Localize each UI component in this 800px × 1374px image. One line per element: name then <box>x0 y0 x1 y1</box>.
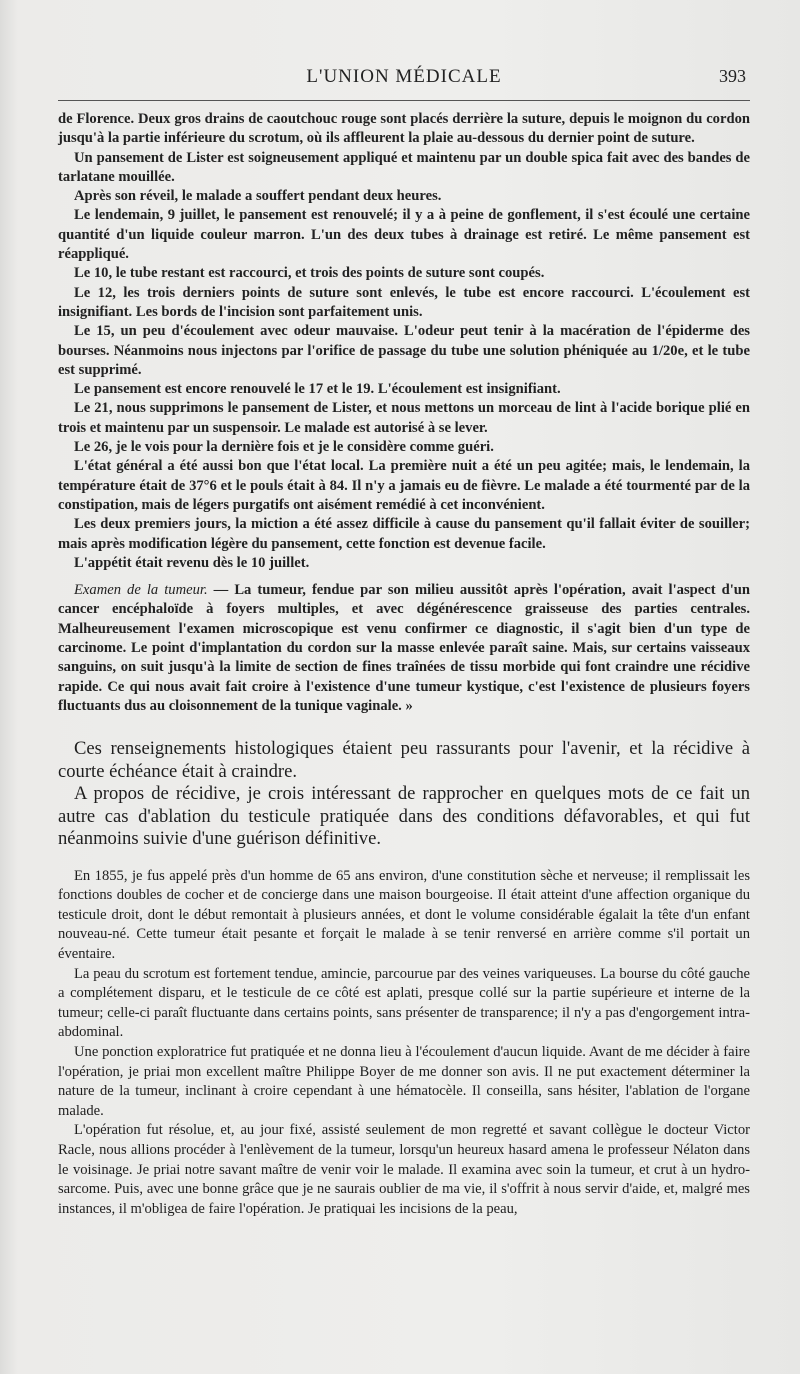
tumor-exam-heading: Examen de la tumeur. <box>74 582 208 599</box>
paragraph: L'état général a été aussi bon que l'état local. La première nuit a été un peu agitée; mais, le lendemain, la température était de 37°6 et le pouls était à 84. Il n'y a jamais eu de fièvre. Le malade a été tourmenté par de la constipation, mais de légers purgatifs ont aisément remédié à cet inconvénient. <box>58 458 750 513</box>
paragraph: de Florence. Deux gros drains de caoutchouc rouge sont placés derrière la suture, depuis le moignon du cordon jusqu'à la partie inférieure du scrotum, où ils affleurent la plaie au-dessous du dernier point de suture. <box>58 111 750 147</box>
paragraph: Le 26, je le vois pour la dernière fois et je le considère comme guéri. <box>74 439 494 456</box>
paragraph: L'appétit était revenu dès le 10 juillet. <box>74 554 310 571</box>
paragraph: Les deux premiers jours, la miction a été assez difficile à cause du pansement qu'il fallait éviter de souiller; mais après modification légère du pansement, cette fonction est devenue facile. <box>58 516 750 552</box>
paragraph: Ces renseignements histologiques étaient peu rassurants pour l'avenir, et la récidive à courte échéance était à craindre. <box>58 738 750 782</box>
running-header <box>58 60 750 94</box>
paragraph: Une ponction exploratrice fut pratiquée et ne donna lieu à l'écoulement d'aucun liquide. Avant de me décider à faire l'opération, je priai mon excellent maître Philippe Boyer de me donner son avis. Il ne put exactement déterminer la nature de la tumeur, inclinant à croire cependant à une hématocèle. Il conseilla, sans hésiter, l'ablation de l'organe malade. <box>58 1044 750 1119</box>
page-number: 393 <box>719 66 746 86</box>
paragraph: L'opération fut résolue, et, au jour fixé, assisté seulement de mon regretté et savant collègue le docteur Victor Racle, nous allions procéder à l'enlèvement de la tumeur, lorsqu'un heureux hasard amena le professeur Nélaton dans le voisinage. Je priai notre savant maître de venir voir le malade. Il examina avec soin la tumeur, et crut à un hydro-sarcome. Puis, avec une bonne grâce que je ne saurais oublier de ma vie, il s'offrit à nous servir d'aide, et, malgré mes instances, il m'obligea de faire l'opération. Je pratiquai les incisions de la peau, <box>58 1122 750 1217</box>
paragraph: En 1855, je fus appelé près d'un homme de 65 ans environ, d'une constitution sèche et nerveuse; il remplissait les fonctions doubles de cocher et de concierge dans une maison bourgeoise. Il était atteint d'une affection organique du testicule droit, dont le début remontait à plusieurs années, et dont le volume considérable égalait la tête d'un enfant nouveau-né. Cette tumeur était pesante et forçait le malade à se tenir renversé en arrière comme s'il portait un éventaire. <box>58 867 750 963</box>
tumor-exam-paragraph <box>58 581 750 716</box>
paragraph: La peau du scrotum est fortement tendue, amincie, parcourue par des veines variqueuses. La bourse du côté gauche a complétement disparu, et le testicule de ce côté est aplati, presque collé sur la partie supérieure et interne de la tumeur; celle-ci paraît fluctuante dans certains points, sans présenter de transparence; il n'y a pas d'engorgement intra-abdominal. <box>58 965 750 1041</box>
paragraph: Un pansement de Lister est soigneusement appliqué et maintenu par un double spica fait avec des bandes de tarlatane mouillée. <box>58 149 750 185</box>
header-rule <box>58 100 750 101</box>
paragraph: Le 12, les trois derniers points de suture sont enlevés, le tube est encore raccourci. L'écoulement est insignifiant. Les bords de l'incision sont parfaitement unis. <box>58 284 750 320</box>
second-case-section <box>58 867 750 1220</box>
journal-title: L'UNION MÉDICALE <box>306 66 502 87</box>
commentary-section <box>58 738 750 851</box>
paragraph: Le 21, nous supprimons le pansement de Lister, et nous mettons un morceau de lint à l'acide borique plié en trois et maintenu par un suspensoir. Le malade est autorisé à se lever. <box>58 400 750 436</box>
paragraph: Le 15, un peu d'écoulement avec odeur mauvaise. L'odeur peut tenir à la macération de l'épiderme des bourses. Néanmoins nous injectons par l'orifice de passage du tube une solution phéniquée au 1/20e, et le tube est supprimé. <box>58 323 750 378</box>
paragraph: Le pansement est encore renouvelé le 17 et le 19. L'écoulement est insignifiant. <box>74 381 561 398</box>
paragraph: Le 10, le tube restant est raccourci, et trois des points de suture sont coupés. <box>74 265 545 282</box>
paragraph: Le lendemain, 9 juillet, le pansement est renouvelé; il y a à peine de gonflement, il s'est écoulé une certaine quantité d'un liquide couleur marron. L'un des deux tubes à drainage est retiré. Le même pansement est réappliqué. <box>58 207 750 263</box>
tumor-exam-text: — La tumeur, fendue par son milieu aussitôt après l'opération, avait l'aspect d'un cancer encéphaloïde à foyers multiples, et avec dégénérescence graisseuse des parties centrales. Malheureusement l'examen microscopique est venu confirmer ce diagnostic, il s'agit bien d'un type de carcinome. Le point d'implantation du cordon sur la masse enlevée paraît saine. Mais, sur certains vaisseaux sanguins, on suit jusqu'à la limite de section de fines traînées de tissu morbide qui font craindre une récidive rapide. Ce qui nous avait fait croire à l'existence d'une tumeur kystique, c'est l'existence de plusieurs foyers fluctuants dus au cloisonnement de la tunique vaginale. » <box>58 582 750 714</box>
paragraph: Après son réveil, le malade a souffert pendant deux heures. <box>74 188 442 205</box>
quoted-case-report <box>58 110 750 716</box>
paragraph: A propos de récidive, je crois intéressant de rapprocher en quelques mots de ce fait un autre cas d'ablation du testicule pratiquée dans des conditions défavorables, et qui fut néanmoins suivie d'une guérison définitive. <box>58 783 750 850</box>
